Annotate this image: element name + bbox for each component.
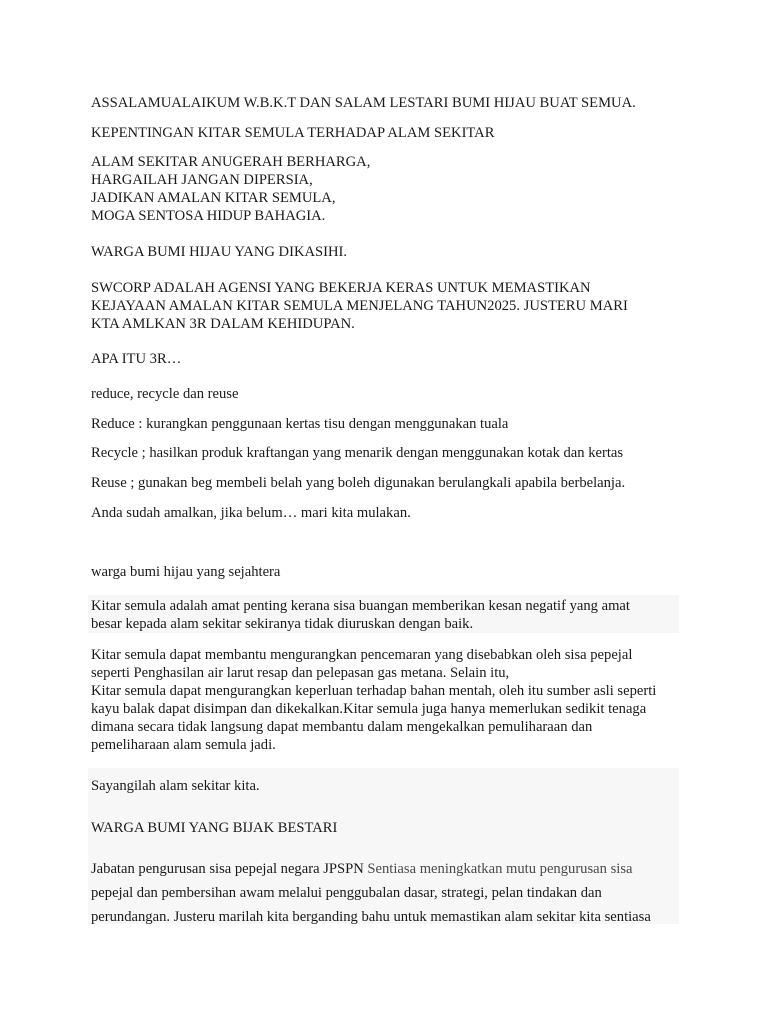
document-heading: KEPENTINGAN KITAR SEMULA TERHADAP ALAM SEKITAR	[91, 125, 495, 141]
recycle-line: Recycle ; hasilkan produk kraftangan yang menarik dengan menggunakan kotak dan kertas	[91, 445, 624, 461]
poem-stanza	[91, 153, 370, 225]
salutation-2: warga bumi hijau yang sejahtera	[91, 564, 281, 580]
three-r-list: reduce, recycle dan reuse	[91, 386, 239, 402]
jpspn-line-1	[91, 860, 632, 878]
poem-line: ALAM SEKITAR ANUGERAH BERHARGA,	[91, 154, 371, 170]
poem-line: HARGAILAH JANGAN DIPERSIA,	[91, 172, 313, 188]
swcorp-line: KTA AMLKAN 3R DALAM KEHIDUPAN.	[91, 316, 355, 332]
paragraph-line: Kitar semula dapat membantu mengurangkan pencemaran yang disebabkan oleh sisa pepejal	[91, 647, 633, 663]
benefits-paragraph	[91, 646, 656, 754]
question-line: APA ITU 3R…	[91, 351, 182, 367]
swcorp-line: KEJAYAAN AMALAN KITAR SEMULA MENJELANG TAHUN2025. JUSTERU MARI	[91, 298, 628, 314]
importance-paragraph	[91, 597, 630, 633]
salutation-3: WARGA BUMI YANG BIJAK BESTARI	[91, 820, 338, 836]
jpspn-agency-text: Jabatan pengurusan sisa pepejal negara JPSPN	[91, 861, 368, 877]
salutation-1: WARGA BUMI HIJAU YANG DIKASIHI.	[91, 244, 348, 260]
call-to-action: Anda sudah amalkan, jika belum… mari kita mulakan.	[91, 505, 411, 521]
greeting-line: ASSALAMUALAIKUM W.B.K.T DAN SALAM LESTARI BUMI HIJAU BUAT SEMUA.	[91, 95, 636, 111]
swcorp-paragraph	[91, 279, 628, 333]
paragraph-line: kayu balak dapat disimpan dan dikekalkan.Kitar semula juga hanya memerlukan sedikit tenaga	[91, 701, 647, 717]
paragraph-line: besar kepada alam sekitar sekiranya tidak diuruskan dengan baik.	[91, 616, 474, 632]
paragraph-line: Kitar semula dapat mengurangkan keperluan terhadap bahan mentah, oleh itu sumber asli seperti	[91, 683, 657, 699]
swcorp-line: SWCORP ADALAH AGENSI YANG BEKERJA KERAS UNTUK MEMASTIKAN	[91, 280, 591, 296]
poem-line: MOGA SENTOSA HIDUP BAHAGIA.	[91, 208, 326, 224]
jpspn-line-2: pepejal dan pembersihan awam melalui penggubalan dasar, strategi, pelan tindakan dan	[91, 885, 602, 901]
paragraph-line: Kitar semula adalah amat penting kerana sisa buangan memberikan kesan negatif yang amat	[91, 598, 630, 614]
reduce-line: Reduce : kurangkan penggunaan kertas tisu dengan menggunakan tuala	[91, 416, 509, 432]
jpspn-line-3: perundangan. Justeru marilah kita berganding bahu untuk memastikan alam sekitar kita sentiasa	[91, 909, 651, 925]
love-line: Sayangilah alam sekitar kita.	[91, 778, 260, 794]
paragraph-line: seperti Penghasilan air larut resap dan pelepasan gas metana. Selain itu,	[91, 665, 510, 681]
paragraph-line: dimana secara tidak langsung dapat membantu dalam mengekalkan pemuliharaan dan	[91, 719, 593, 735]
jpspn-mission-text: Sentiasa meningkatkan mutu pengurusan sisa	[367, 861, 633, 877]
poem-line: JADIKAN AMALAN KITAR SEMULA,	[91, 190, 336, 206]
reuse-line: Reuse ; gunakan beg membeli belah yang boleh digunakan berulangkali apabila berbelanja.	[91, 475, 626, 491]
paragraph-line: pemeliharaan alam semula jadi.	[91, 737, 276, 753]
